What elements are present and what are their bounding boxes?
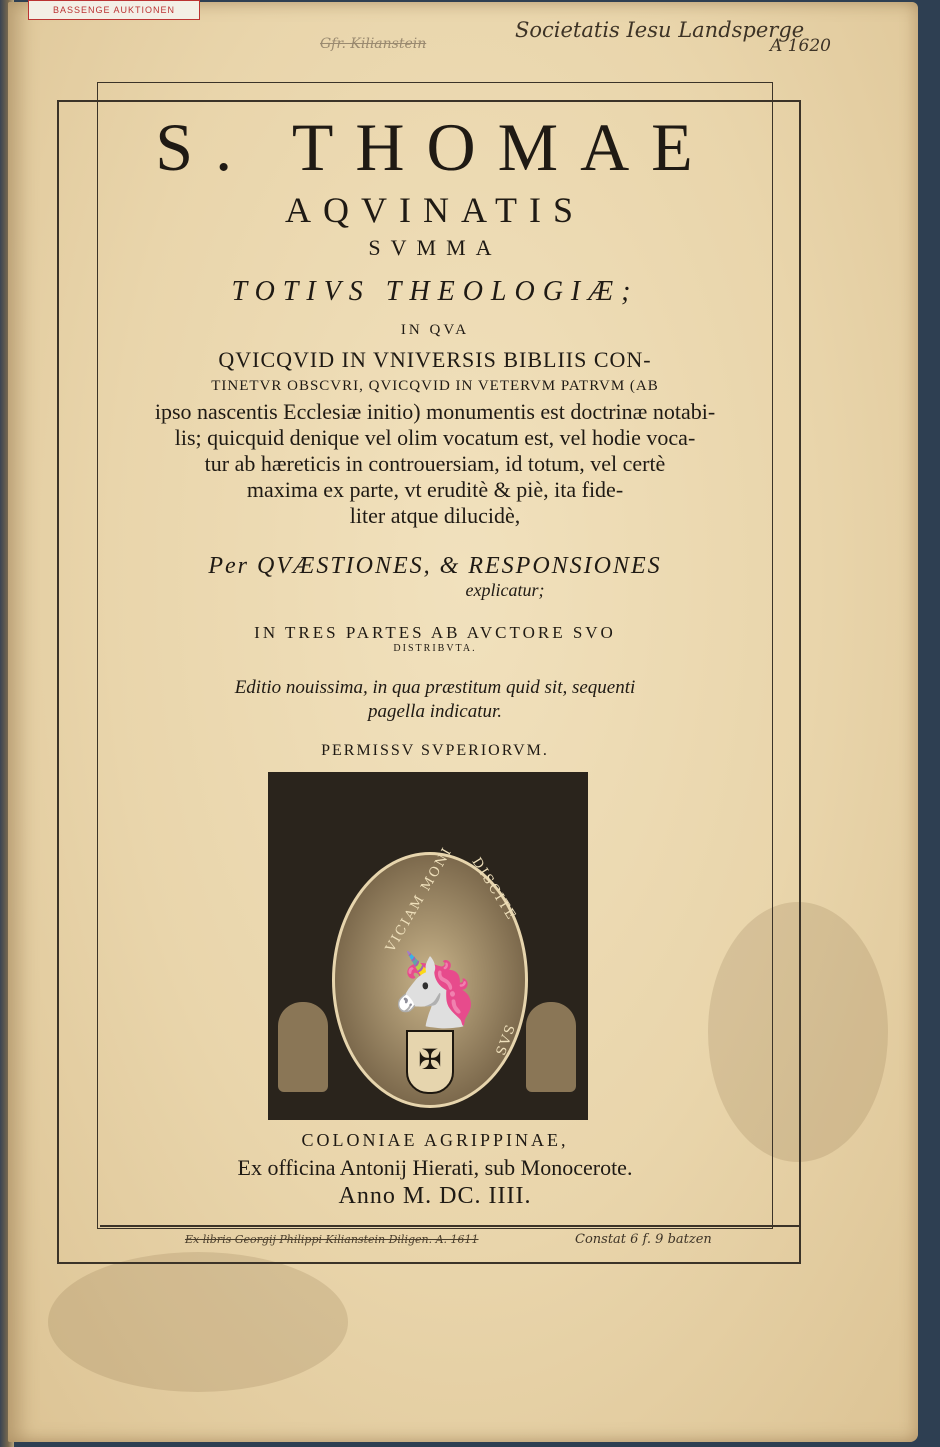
title-line-3: SVMMA (368, 235, 502, 260)
editio-line: pagella indicatur. (367, 701, 503, 722)
title-line-5: IN QVA (400, 322, 470, 338)
imprint-officina: Ex officina Antonij Hierati, sub Monocerote. (237, 1155, 633, 1180)
title-block (100, 100, 770, 760)
owner-inscription: Societatis Iesu Landsperge (515, 18, 805, 42)
imprint-city: COLONIAE AGRIPPINAE, (301, 1130, 569, 1150)
unicorn-icon: 🦄 (390, 950, 480, 1030)
per-quaestiones-line: Per QVÆSTIONES, & RESPONSIONES (208, 553, 662, 579)
cross-shield-icon: ✠ (406, 1030, 454, 1094)
motto-right: DISCITE (468, 855, 520, 924)
motto-bottom: SVS (493, 1021, 520, 1058)
explicatur-line: explicatur; (465, 580, 545, 600)
struck-owner-name: Gfr. Kilianstein (320, 36, 427, 52)
description-line: tur ab hæreticis in controuersiam, id totum, vel certè (204, 451, 666, 476)
editio-line: Editio nouissima, in qua præstitum quid sit, sequenti (234, 677, 636, 698)
description-line: QVICQVID IN VNIVERSIS BIBLIIS CON- (218, 347, 652, 372)
struck-provenance-text: Ex libris Georgij Philippi Kilianstein Diligen. A. 1611 (185, 1233, 479, 1246)
motto-left: VICIAM MONI (383, 844, 456, 955)
imprint-year: Anno M. DC. IIII. (338, 1183, 532, 1209)
description-line: lis; quicquid denique vel olim vocatum est, vel hodie voca- (174, 425, 696, 450)
description-line: ipso nascentis Ecclesiæ initio) monumentis est doctrinæ notabi- (154, 399, 716, 424)
title-line-4: TOTIVS THEOLOGIÆ; (231, 276, 639, 307)
paper-stain (48, 1252, 348, 1392)
price-note: Constat 6 f. 9 batzen (575, 1232, 712, 1247)
title-line-2: AQVINATIS (285, 190, 585, 230)
woodcut-figure-right (526, 1002, 576, 1092)
title-line-1: S. THOMAE (155, 109, 715, 185)
editio-note (100, 676, 770, 724)
description-line: liter atque dilucidè, (349, 503, 521, 528)
imprint-block (100, 1130, 770, 1210)
struck-provenance-note (185, 1233, 479, 1246)
woodcut-figure-left (278, 1002, 328, 1092)
printers-mark-woodcut (268, 772, 588, 1120)
description-line: maxima ex parte, vt eruditè & piè, ita fide- (246, 477, 624, 502)
owner-year: A 1620 (770, 36, 831, 56)
library-label: BASSENGE AUKTIONEN (28, 0, 200, 20)
description-paragraph (100, 347, 770, 529)
permissu-line: PERMISSV SVPERIORVM. (321, 742, 549, 759)
description-line: TINETVR OBSCVRI, QVICQVID IN VETERVM PATRVM (AB (211, 378, 659, 394)
distributa-line: DISTRIBVTA. (393, 643, 477, 654)
bottom-rule (100, 1225, 800, 1227)
tres-partes-line: IN TRES PARTES AB AVCTORE SVO (254, 623, 616, 642)
